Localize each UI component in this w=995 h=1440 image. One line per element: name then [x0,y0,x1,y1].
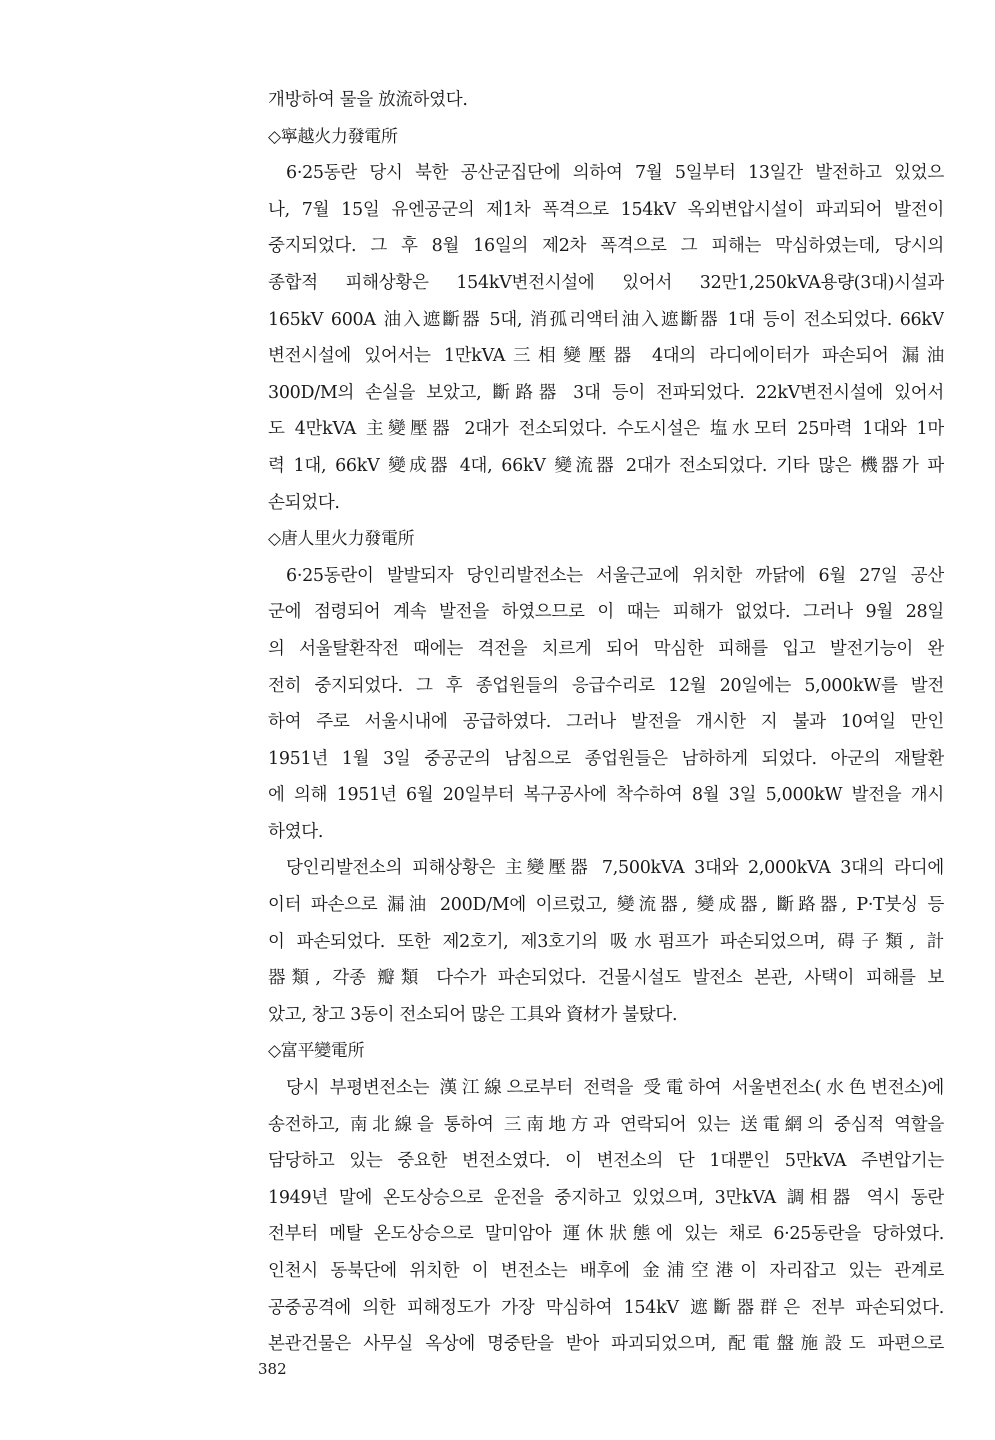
text-line: 중지되었다. 그 후 8월 16일의 제2차 폭격으로 그 피해는 막심하였는데, 당시의 [268,236,944,257]
text-line: 전부터 메탈 온도상승으로 말미암아 運休狀態에 있는 채로 6·25동란을 당하였다. [268,1224,944,1245]
text-line: 1951년 1월 3일 중공군의 남침으로 종업원들은 남하하게 되었다. 아군의 재탈환 [268,748,944,769]
text-line: 당시 부평변전소는 漢江線으로부터 전력을 受電하여 서울변전소(水色변전소)에 [286,1078,944,1099]
text-line: 6·25동란이 발발되자 당인리발전소는 서울근교에 위치한 까닭에 6월 27일 공산 [286,565,944,586]
text-line: 송전하고, 南北線을 통하여 三南地方과 연락되어 있는 送電網의 중심적 역할을 [268,1114,944,1135]
text-line: 하였다. [268,821,324,842]
text-line: 165kV 600A 油入遮斷器 5대, 消孤리액터油入遮斷器 1대 등이 전소되었다. 66kV [268,309,944,330]
text-line: 본관건물은 사무실 옥상에 명중탄을 받아 파괴되었으며, 配電盤施設도 파편으로 [268,1334,944,1355]
text-line: 종합적 피해상황은 154kV변전시설에 있어서 32만1,250kVA용량(3대)시설과 [268,272,944,293]
text-line: 6·25동란 당시 북한 공산군집단에 의하여 7월 5일부터 13일간 발전하고 있었으 [286,163,944,184]
text-line: 개방하여 물을 放流하였다. [268,90,468,110]
section-heading-bupyeong: ◇富平變電所 [268,1041,365,1062]
text-line: 인천시 동북단에 위치한 이 변전소는 배후에 金浦空港이 자리잡고 있는 관계로 [268,1261,944,1281]
section-heading-dangin: ◇唐人里火力發電所 [268,529,415,550]
text-line: 전히 중지되었다. 그 후 종업원들의 응급수리로 12월 20일에는 5,000kW를 발전 [268,675,944,696]
text-line: 담당하고 있는 중요한 변전소였다. 이 변전소의 단 1대뿐인 5만kVA 주변압기는 [268,1151,944,1172]
text-line: 군에 점령되어 계속 발전을 하였으므로 이 때는 피해가 없었다. 그러나 9월 28일 [268,602,944,623]
text-line: 변전시설에 있어서는 1만kVA三相變壓器 4대의 라디에이터가 파손되어 漏油 [268,346,944,367]
text-line: 300D/M의 손실을 보았고, 斷路器 3대 등이 전파되었다. 22kV변전시설에 있어서 [268,382,944,403]
page-number: 382 [258,1360,287,1378]
text-line: 당인리발전소의 피해상황은 主變壓器 7,500kVA 3대와 2,000kVA 3대의 라디에 [286,858,944,879]
document-body [268,82,944,1363]
text-line: 았고, 창고 3동이 전소되어 많은 工具와 資材가 불탔다. [268,1004,678,1025]
text-line: 공중공격에 의한 피해정도가 가장 막심하여 154kV 遮斷器群은 전부 파손되었다. [268,1297,944,1318]
text-line: 1949년 말에 온도상승으로 운전을 중지하고 있었으며, 3만kVA 調相器 역시 동란 [268,1187,944,1208]
text-line: 도 4만kVA 主變壓器 2대가 전소되었다. 수도시설은 塩水모터 25마력 1대와 1마 [268,419,944,440]
text-line: 이터 파손으로 漏油 200D/M에 이르렀고, 變流器, 變成器, 斷路器, P·T붓싱 등 [268,895,944,916]
text-line: 器類, 각종 瓣類 다수가 파손되었다. 건물시설도 발전소 본관, 사택이 피해를 보 [268,968,944,989]
text-line: 나, 7월 15일 유엔공군의 제1차 폭격으로 154kV 옥외변압시설이 파괴되어 발전이 [268,199,944,220]
text-line: 하여 주로 서울시내에 공급하였다. 그러나 발전을 개시한 지 불과 10여일 만인 [268,712,944,733]
section-heading-yeongwol: ◇寧越火力發電所 [268,126,398,147]
text-line: 손되었다. [268,492,340,513]
text-line: 의 서울탈환작전 때에는 격전을 치르게 되어 막심한 피해를 입고 발전기능이 완 [268,638,944,659]
text-line: 에 의해 1951년 6월 20일부터 복구공사에 착수하여 8월 3일 5,000kW 발전을 개시 [268,785,944,806]
text-line: 력 1대, 66kV 變成器 4대, 66kV 變流器 2대가 전소되었다. 기타 많은 機器가 파 [268,455,944,476]
text-line: 이 파손되었다. 또한 제2호기, 제3호기의 吸水펌프가 파손되었으며, 碍子類, 計 [268,931,944,952]
